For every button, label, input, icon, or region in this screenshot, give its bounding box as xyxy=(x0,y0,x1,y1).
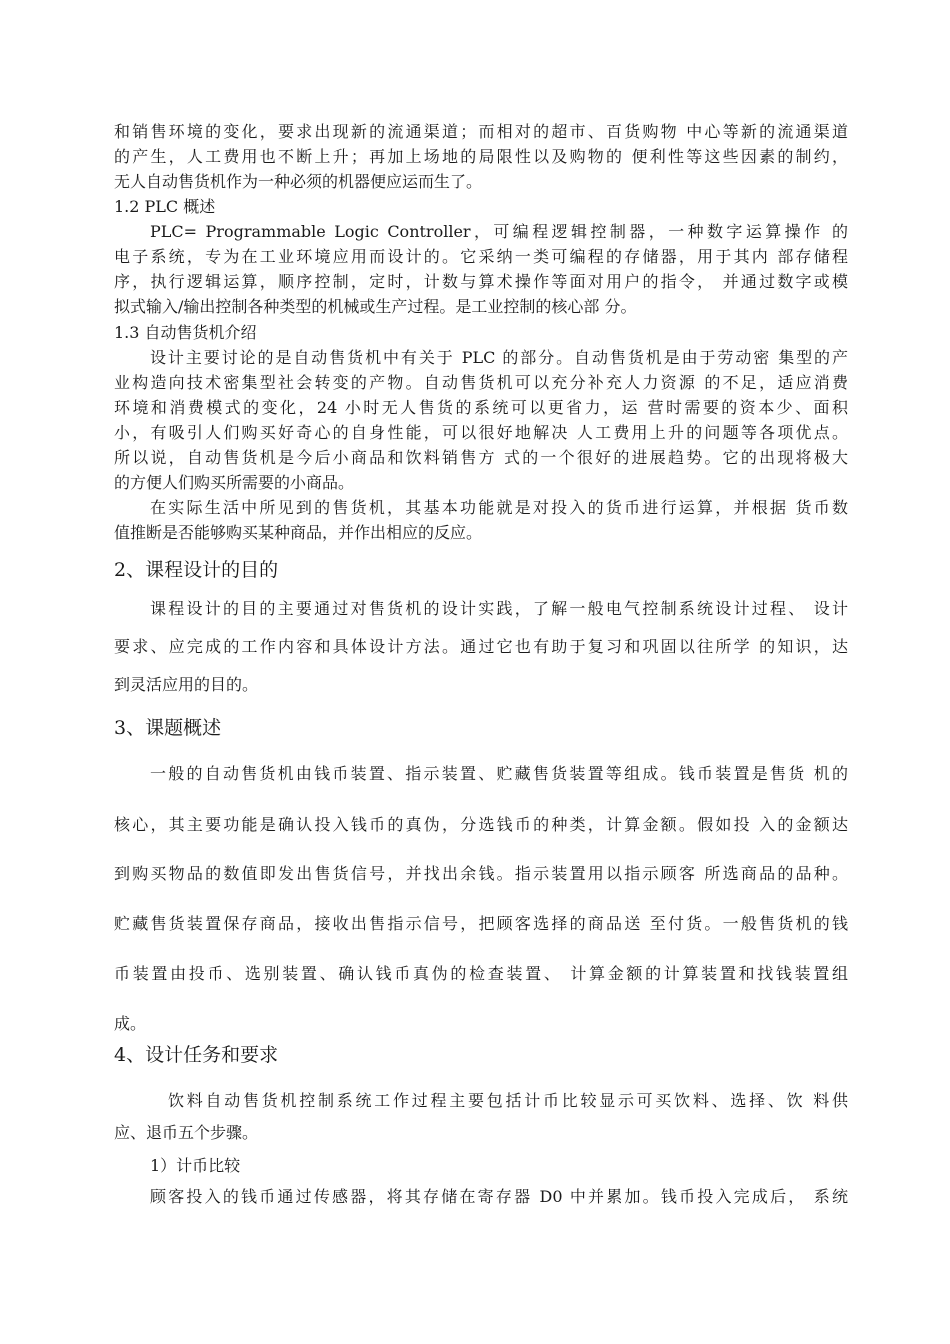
sec-1-3-p1-line-4: 小，有吸引人们购买好奇心的自身性能，可以很好地解决 人工费用上升的问题等各项优点。 xyxy=(114,423,848,442)
section-1-3-heading: 1.3 自动售货机介绍 xyxy=(114,323,257,342)
sec-1-2-line-3: 序，执行逻辑运算，顺序控制，定时，计数与算术操作等面对用户的指令， 并通过数字或模 xyxy=(114,272,848,291)
sec2-line-3: 到灵活应用的目的。 xyxy=(114,675,259,694)
section-1-2-heading: 1.2 PLC 概述 xyxy=(114,197,216,216)
sec-1-3-p1-line-6: 的方便人们购买所需要的小商品。 xyxy=(114,473,355,492)
sec3-line-1: 一般的自动售货机由钱币装置、指示装置、贮藏售货装置等组成。钱币装置是售货 机的 xyxy=(150,764,848,783)
sec-1-2-line-2: 电子系统，专为在工业环境应用而设计的。它采纳一类可编程的存储器，用于其内 部存储程 xyxy=(114,247,848,266)
sec2-line-1: 课程设计的目的主要通过对售货机的设计实践，了解一般电气控制系统设计过程、 设计 xyxy=(150,599,848,618)
sec3-line-2: 核心，其主要功能是确认投入钱币的真伪，分选钱币的种类，计算金额。假如投 入的金额达 xyxy=(114,815,848,834)
intro-line-2: 的产生，人工费用也不断上升；再加上场地的局限性以及购物的 便利性等这些因素的制约， xyxy=(114,147,848,166)
sec-1-3-p2-line-2: 值推断是否能够购买某种商品，并作出相应的反应。 xyxy=(114,523,483,542)
sec-1-3-p1-line-1: 设计主要讨论的是自动售货机中有关于 PLC 的部分。自动售货机是由于劳动密 集型的产 xyxy=(150,348,848,367)
intro-line-1: 和销售环境的变化，要求出现新的流通渠道；而相对的超市、百货购物 中心等新的流通渠道 xyxy=(114,122,848,141)
sec-1-2-line-1: PLC= Programmable Logic Controller，可编程逻辑控制器，一种数字运算操作 的 xyxy=(150,222,848,241)
sec3-line-4: 贮藏售货装置保存商品，接收出售指示信号，把顾客选择的商品送 至付货。一般售货机的钱 xyxy=(114,914,848,933)
sec4-line-1: 饮料自动售货机控制系统工作过程主要包括计币比较显示可买饮料、选择、饮 料供 xyxy=(168,1091,848,1110)
sec-1-3-p2-line-1: 在实际生活中所见到的售货机，其基本功能就是对投入的货币进行运算，并根据 货币数 xyxy=(150,498,848,517)
section-2-heading: 2、课程设计的目的 xyxy=(114,559,279,581)
sec4-line-2: 应、退币五个步骤。 xyxy=(114,1123,259,1142)
subsection-1-heading: 1）计币比较 xyxy=(150,1156,241,1175)
sec3-line-5: 币装置由投币、选别装置、确认钱币真伪的检查装置、 计算金额的计算装置和找钱装置组 xyxy=(114,964,848,983)
sec-1-3-p1-line-5: 所以说，自动售货机是今后小商品和饮料销售方 式的一个很好的进展趋势。它的出现将极大 xyxy=(114,448,848,467)
section-3-heading: 3、课题概述 xyxy=(114,717,222,739)
section-4-heading: 4、设计任务和要求 xyxy=(114,1044,279,1066)
sec-1-3-p1-line-2: 业构造向技术密集型社会转变的产物。自动售货机可以充分补充人力资源 的不足，适应消费 xyxy=(114,373,848,392)
sec2-line-2: 要求、应完成的工作内容和具体设计方法。通过它也有助于复习和巩固以往所学 的知识，达 xyxy=(114,637,848,656)
sec3-line-3: 到购买物品的数值即发出售货信号，并找出余钱。指示装置用以指示顾客 所选商品的品种。 xyxy=(114,864,848,883)
sec-1-3-p1-line-3: 环境和消费模式的变化，24 小时无人售货的系统可以更省力，运 营时需要的资本少、面积 xyxy=(114,398,848,417)
intro-line-3: 无人自动售货机作为一种必须的机器便应运而生了。 xyxy=(114,172,483,191)
sub1-line-1: 顾客投入的钱币通过传感器，将其存储在寄存器 D0 中并累加。钱币投入完成后， 系统 xyxy=(150,1187,848,1206)
sec3-line-6: 成。 xyxy=(114,1014,147,1033)
sec-1-2-line-4: 拟式输入/输出控制各种类型的机械或生产过程。是工业控制的核心部 分。 xyxy=(114,297,637,316)
